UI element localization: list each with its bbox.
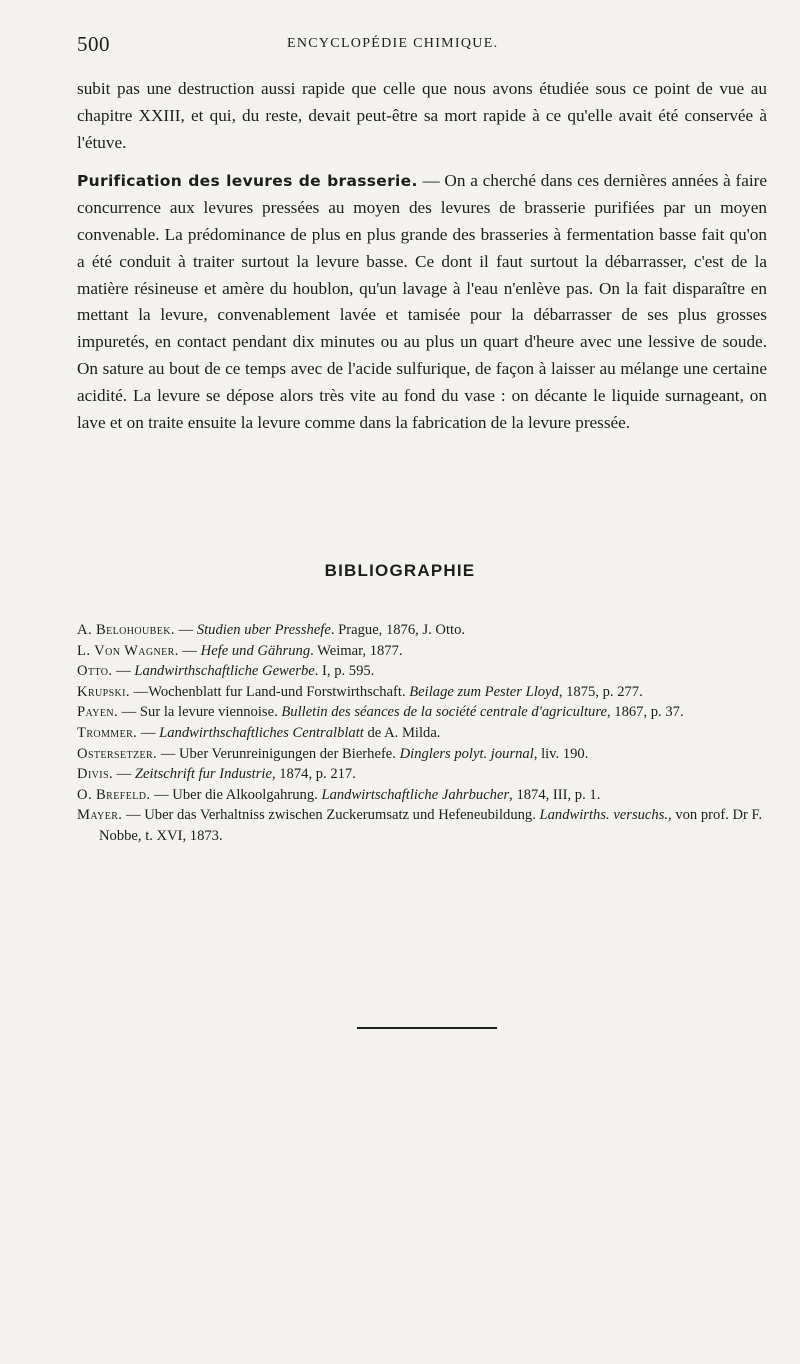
entry-author: Payen. (77, 704, 119, 721)
section-paragraph (77, 168, 767, 436)
entry-author: Krupski. (77, 683, 130, 700)
entry-details: , 1875, p. 277. (558, 683, 643, 700)
entry-separator: — (113, 766, 135, 783)
entry-separator: — Sur la levure viennoise. (118, 704, 282, 721)
entry-details: . I, p. 595. (314, 663, 375, 680)
entry-title: Hefe und Gährung (200, 642, 311, 659)
body-text (77, 76, 767, 436)
bibliography-entry (77, 661, 767, 682)
running-title: ENCYCLOPÉDIE CHIMIQUE. (287, 36, 499, 51)
entry-title: Landwirthschaftliches Centralblatt (159, 724, 364, 741)
entry-title: Studien uber Presshefe (196, 622, 331, 638)
end-rule (357, 1027, 497, 1029)
continued-paragraph: subit pas une destruction aussi rapide que celle que nous avons étudiée sous ce point de vue au chapitre XXIII, et qui, du reste, devait peut-être sa mort rapide à ce qu'elle avait été conservée à l'étuve. (77, 79, 767, 152)
entry-author: O. Brefeld. (77, 786, 151, 803)
bibliography-entry (77, 682, 767, 703)
entry-author: A. Belohoubek. (77, 622, 175, 638)
entry-details: , 1874, III, p. 1. (509, 786, 601, 803)
bibliography-entry (77, 805, 767, 846)
entry-details: . Weimar, 1877. (310, 642, 403, 659)
entry-details: , von prof. Dr F. Nobbe, t. XVI, 1873. (99, 807, 763, 844)
bibliography-entry (77, 620, 767, 641)
section-title: Purification des levures de brasserie. (77, 172, 418, 191)
entry-title: Zeitschrift fur Industrie (134, 766, 272, 783)
bibliography-heading: BIBLIOGRAPHIE (324, 561, 476, 580)
entry-details: , 1867, p. 37. (606, 704, 684, 721)
bibliography-entry (77, 764, 767, 785)
entry-author: L. Von Wagner. (77, 642, 179, 659)
entry-separator: — Uber das Verhaltniss zwischen Zuckerumsatz und Hefeneubildung. (122, 807, 540, 824)
entry-author: Ostersetzer. (77, 745, 158, 762)
entry-separator: — (178, 642, 201, 659)
entry-author: Divis. (77, 766, 114, 783)
entry-details: . Prague, 1876, J. Otto. (330, 622, 466, 638)
entry-separator: — Uber die Alkoolgahrung. (150, 786, 322, 803)
entry-title: Dinglers polyt. journal (399, 745, 534, 762)
entry-separator: — (174, 622, 197, 638)
entry-details: de A. Milda. (363, 724, 441, 741)
bibliography-entry (77, 723, 767, 744)
entry-author: Trommer. (77, 724, 138, 741)
entry-separator: — (137, 724, 160, 741)
bibliography-entry (77, 641, 767, 662)
bibliography-list (77, 620, 767, 847)
bibliography-entry (77, 702, 767, 723)
entry-separator: — (112, 663, 135, 680)
entry-details: , 1874, p. 217. (271, 766, 356, 783)
bibliography-entry (77, 785, 767, 806)
entry-title: Beilage zum Pester Lloyd (409, 683, 559, 700)
entry-title: Bulletin des séances de la société centrale d'agriculture (281, 704, 607, 721)
page-header (77, 32, 767, 56)
entry-author: Mayer. (77, 807, 123, 824)
bibliography-entry (77, 744, 767, 765)
page-number: 500 (77, 32, 110, 56)
entry-title: Landwirths. versuchs. (539, 807, 669, 824)
section-text: — On a cherché dans ces dernières années à faire concurrence aux levures pressées au moyen des levures de brasserie purifiées par un moyen convenable. La prédominance de plus en plus grande des brasseries à fermentation basse fait qu'on a été conduit à traiter surtout la levure basse. Ce dont il faut surtout la débarrasser, c'est de la matière résineuse et amère du houblon, qu'un lavage à l'eau n'enlève pas. On la fait disparaître en mettant la levure, convenablement lavée et tamisée pour la débarrasser de ses plus grosses impuretés, en contact pendant dix minutes ou au plus un quart d'heure avec une lessive de soude. On sature au bout de ce temps avec de l'acide sulfurique, de façon à laisser au mélange une certaine acidité. La levure se dépose alors très vite au fond du vase : on décante le liquide surnageant, on lave et on traite ensuite la levure comme dans la fabrication de la levure pressée. (77, 171, 767, 432)
entry-title: Landwirtschaftliche Jahrbucher (321, 786, 510, 803)
entry-author: Otto. (77, 663, 113, 680)
entry-title: Landwirthschaftliche Gewerbe (134, 663, 315, 680)
entry-details: , liv. 190. (533, 745, 589, 762)
entry-separator: —Wochenblatt fur Land-und Forstwirthschaft. (129, 683, 410, 700)
entry-separator: — Uber Verunreinigungen der Bierhefe. (157, 745, 400, 762)
